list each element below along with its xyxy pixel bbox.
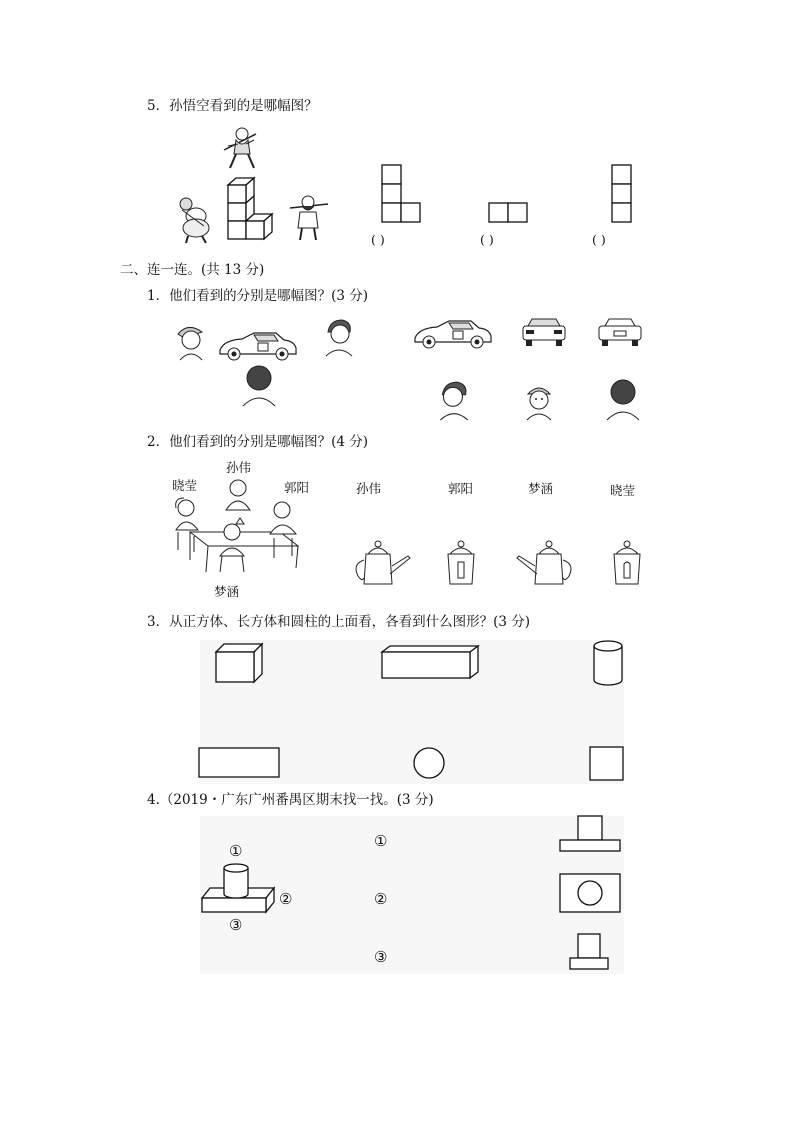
scene-name-xiaoying: 晓莹 <box>172 478 198 493</box>
cube-stack <box>224 176 276 246</box>
monkey-king-figure-icon <box>220 124 260 174</box>
boy-side-view-option-icon <box>436 380 472 420</box>
view-name-guoyang: 郭阳 <box>448 481 474 496</box>
q5-title: 5．孙悟空看到的是哪幅图？ <box>147 98 318 114</box>
scene-name-guoyang: 郭阳 <box>284 480 310 495</box>
boy-side-view-icon <box>322 318 356 356</box>
section-title: 二、连一连。(共 13 分) <box>120 262 265 278</box>
answer-paren-b[interactable]: ( ) <box>480 232 494 247</box>
girl-side-view-icon <box>174 322 208 360</box>
view-name-xiaoying: 晓莹 <box>610 483 636 498</box>
q4-title: 4.（2019・广东广州番禺区期末找一找。(3 分) <box>147 792 434 808</box>
view-option-3-side <box>568 932 612 972</box>
cuboid-shape <box>380 644 480 680</box>
answer-paren-c[interactable]: ( ) <box>592 232 606 247</box>
boy-back-view-option-icon <box>604 378 642 420</box>
mark-side: ② <box>279 890 293 908</box>
car-front-view-icon <box>520 316 568 348</box>
car-side-view-icon <box>412 318 494 350</box>
list-mark-1: ① <box>374 832 388 850</box>
pig-figure-icon <box>174 196 216 244</box>
teapot-view-back-icon <box>610 540 644 588</box>
table-scene-illustration <box>170 476 310 580</box>
teapot-view-spout-left-icon <box>515 540 575 588</box>
circle-top-view <box>412 746 446 780</box>
cube-shape <box>214 642 264 684</box>
girl-front-view-option-icon <box>522 382 556 420</box>
list-mark-3: ③ <box>374 948 388 966</box>
scene-name-menghan: 梦涵 <box>214 584 240 599</box>
mark-top: ① <box>229 842 243 860</box>
q3-title: 3．从正方体、长方体和圆柱的上面看，各看到什么图形？(3 分) <box>147 614 531 630</box>
view-option-1-front <box>558 814 622 854</box>
cylinder-shape <box>592 640 624 686</box>
scene-name-sunwei: 孙伟 <box>226 460 252 475</box>
mark-front: ③ <box>229 916 243 934</box>
boy-back-view-icon <box>240 364 278 406</box>
race-car-icon <box>218 330 298 362</box>
q5-option-a-view <box>381 164 423 222</box>
q1-title: 1．他们看到的分别是哪幅图？(3 分) <box>147 288 369 304</box>
view-name-menghan: 梦涵 <box>528 481 554 496</box>
car-rear-view-icon <box>596 316 644 348</box>
square-top-view <box>589 746 625 782</box>
teapot-view-spout-right-icon <box>352 540 412 588</box>
rectangle-top-view <box>198 747 282 779</box>
monk-figure-icon <box>288 192 330 242</box>
list-mark-2: ② <box>374 890 388 908</box>
teapot-view-front-icon <box>444 540 478 588</box>
view-name-sunwei: 孙伟 <box>356 481 382 496</box>
cylinder-on-slab-figure <box>200 860 276 916</box>
view-option-2-top <box>558 872 622 914</box>
q2-title: 2．他们看到的分别是哪幅图？(4 分) <box>147 434 369 450</box>
q5-option-c-view <box>611 164 633 224</box>
q5-option-b-view <box>488 202 530 224</box>
answer-paren-a[interactable]: ( ) <box>371 232 385 247</box>
